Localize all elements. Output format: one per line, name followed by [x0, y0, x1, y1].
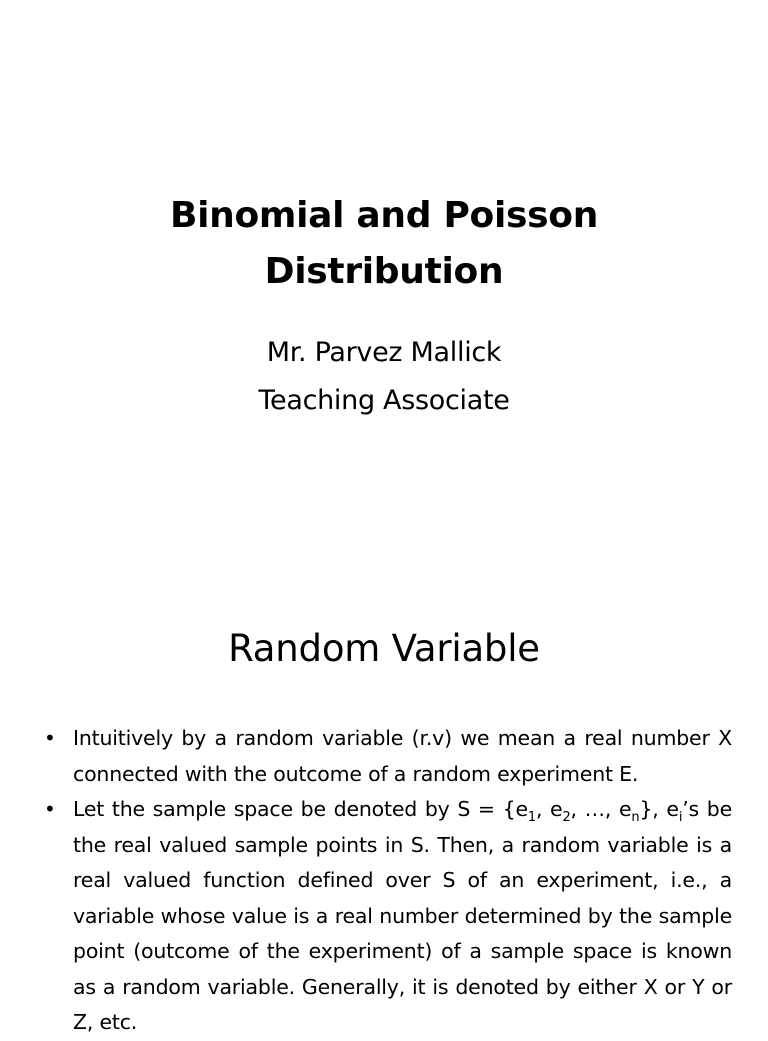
slide-title [0, 188, 768, 300]
title-line-1: Binomial and Poisson [169, 195, 599, 236]
bullet-text-segment: }, e [639, 797, 679, 821]
bullet-item [0, 721, 768, 792]
bullet-item [0, 792, 768, 1041]
bullet-text-segment: , …, e [570, 797, 632, 821]
title-line-2: Distribution [264, 251, 504, 292]
bullet-text: Intuitively by a random variable (r.v) we mean a real number X connected with the outcome of a random experiment E. [73, 726, 732, 786]
subscript: 2 [562, 810, 571, 825]
bullet-text-segment: , e [535, 797, 563, 821]
bullet-list [0, 721, 768, 1041]
bullet-icon: • [44, 797, 56, 821]
bullet-text [73, 792, 732, 1041]
subscript: n [631, 810, 640, 825]
bullet-icon: • [44, 726, 56, 750]
section-title: Random Variable [228, 627, 540, 670]
content-slide [0, 576, 768, 1034]
subscript: i [678, 810, 683, 825]
subscript: 1 [527, 810, 536, 825]
bullet-text-segment: Let the sample space be denoted by S = {e [73, 797, 528, 821]
presenter-name: Mr. Parvez Mallick [266, 337, 502, 368]
presenter-role: Teaching Associate [258, 385, 510, 416]
bullet-text-segment: ’s be the real valued sample points in S. Then, a random variable is a real valued function defined over S of an experiment, i.e., a variable whose value is a real number determined by the sample point (outcome of the experiment) of a sample space is known as a random variable. Generally, it is denoted by either X or Y or Z, etc. [73, 797, 733, 1034]
